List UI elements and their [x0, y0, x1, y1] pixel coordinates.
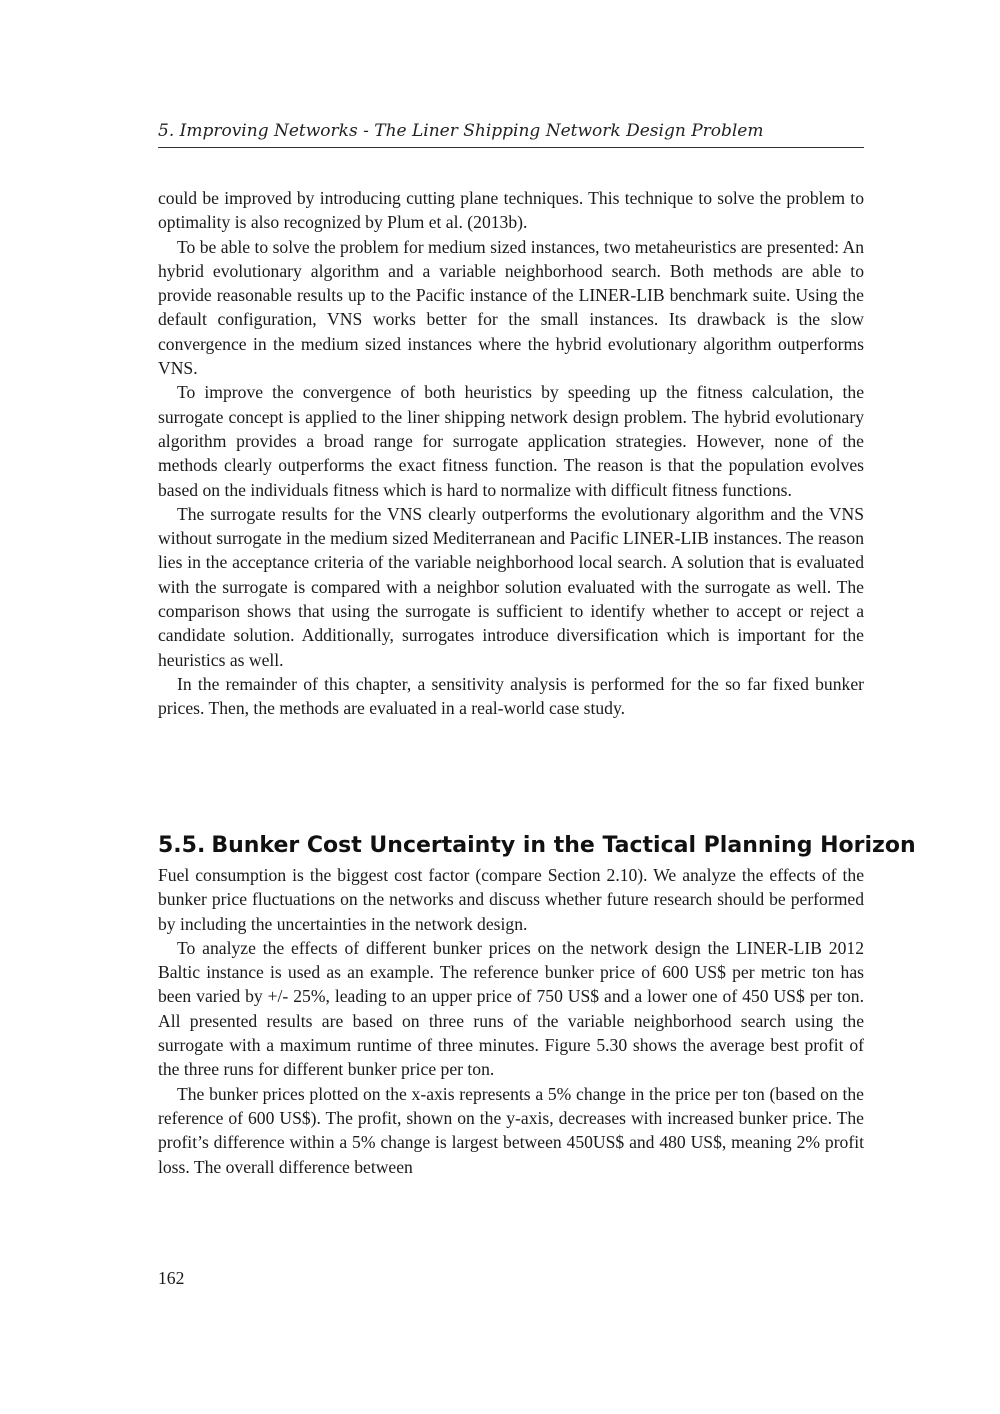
- page-number: 162: [158, 1268, 185, 1288]
- paragraph: The surrogate results for the VNS clearly outperforms the evolutionary algorithm and the VNS without surrogate in the medium sized Mediterranean and Pacific LINER-LIB instances. The reason lies in the acceptance criteria of the variable neighborhood local search. A solution that is evaluated with the surrogate is compared with a neighbor solution evaluated with the surrogate as well. The comparison shows that using the surrogate is sufficient to identify whether to accept or reject a candidate solution. Additionally, surrogates introduce diversification which is important for the heuristics as well.: [158, 503, 864, 670]
- paragraph: could be improved by introducing cutting plane techniques. This technique to solve the problem to optimality is also recognized by Plum et al. (2013b).: [158, 188, 864, 233]
- running-header-title: 5. Improving Networks - The Liner Shipping Network Design Problem: [158, 121, 764, 141]
- paragraph: To improve the convergence of both heuristics by speeding up the fitness calculation, the surrogate concept is applied to the liner shipping network design problem. The hybrid evolutionary algorithm provides a broad range for surrogate application strategies. However, none of the methods clearly outperforms the exact fitness function. The reason is that the population evolves based on the individuals fitness which is hard to normalize with difficult fitness functions.: [158, 382, 864, 500]
- section-number: 5.5.: [158, 833, 206, 859]
- body-text-section-5-5: [158, 863, 864, 1179]
- section-heading: [158, 832, 916, 860]
- paragraph: To be able to solve the problem for medium sized instances, two metaheuristics are presented: An hybrid evolutionary algorithm and a variable neighborhood search. Both methods are able to provide reasonable results up to the Pacific instance of the LINER-LIB benchmark suite. Using the default configuration, VNS works better for the small instances. Its drawback is the slow convergence in the medium sized instances where the hybrid evolutionary algorithm outperforms VNS.: [158, 236, 864, 379]
- paragraph: The bunker prices plotted on the x-axis represents a 5% change in the price per ton (based on the reference of 600 US$). The profit, shown on the y-axis, decreases with increased bunker price. The profit’s difference within a 5% change is largest between 450US$ and 480 US$, meaning 2% profit loss. The overall difference between: [158, 1083, 864, 1177]
- body-text-before-section: [158, 186, 864, 721]
- running-header: [158, 119, 864, 148]
- section-title: Bunker Cost Uncertainty in the Tactical Planning Horizon: [211, 833, 916, 859]
- paragraph: To analyze the effects of different bunker prices on the network design the LINER-LIB 2012 Baltic instance is used as an example. The reference bunker price of 600 US$ per metric ton has been varied by +/- 25%, leading to an upper price of 750 US$ and a lower one of 450 US$ per ton. All presented results are based on three runs of the variable neighborhood search using the surrogate with a maximum runtime of three minutes. Figure 5.30 shows the average best profit of the three runs for different bunker price per ton.: [158, 937, 864, 1080]
- paragraph: In the remainder of this chapter, a sensitivity analysis is performed for the so far fixed bunker prices. Then, the methods are evaluated in a real-world case study.: [158, 673, 864, 719]
- paragraph: Fuel consumption is the biggest cost factor (compare Section 2.10). We analyze the effects of the bunker price fluctuations on the networks and discuss whether future research should be performed by including the uncertainties in the network design.: [158, 865, 864, 934]
